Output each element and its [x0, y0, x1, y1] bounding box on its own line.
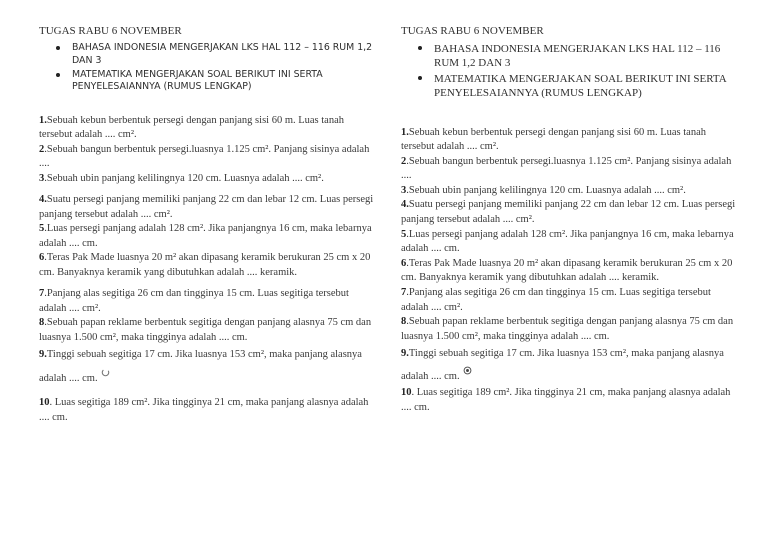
right-page: [401, 24, 736, 416]
question: 1.Sebuah kebun berbentuk persegi dengan panjang sisi 60 m. Luas tanah tersebut adalah .... cm².: [401, 126, 707, 153]
question: 1.Sebuah kebun berbentuk persegi dengan panjang sisi 60 m. Luas tanah tersebut adalah .... cm².: [39, 114, 345, 140]
task-item: MATEMATIKA MENGERJAKAN SOAL BERIKUT INI SERTA PENYELESAIANNYA (RUMUS LENGKAP): [434, 72, 736, 100]
question: 9.Tinggi sebuah segitiga 17 cm. Jika luasnya 153 cm², maka panjang alasnya adalah .... cm.: [39, 349, 362, 384]
question: 4.Suatu persegi panjang memiliki panjang 22 cm dan lebar 12 cm. Luas persegi panjang tersebut adalah .... cm².: [39, 194, 374, 220]
left-page: [39, 24, 374, 425]
question: 5.Luas persegi panjang adalah 128 cm². Jika panjangnya 16 cm, maka lebarnya adalah .... cm.: [39, 223, 372, 249]
loading-spinner-icon: [463, 363, 471, 371]
question: 8.Sebuah papan reklame berbentuk segitiga dengan panjang alasnya 75 cm dan luasnya 1.500 cm², maka tingginya adalah .... cm.: [39, 317, 372, 343]
question: 5.Luas persegi panjang adalah 128 cm². Jika panjangnya 16 cm, maka lebarnya adalah .... cm.: [401, 228, 734, 255]
question: 2.Sebuah bangun berbentuk persegi.luasnya 1.125 cm². Panjang sisinya adalah ....: [401, 155, 732, 182]
question: 4.Suatu persegi panjang memiliki panjang 22 cm dan lebar 12 cm. Luas persegi panjang tersebut adalah .... cm².: [401, 199, 736, 226]
question: 9.Tinggi sebuah segitiga 17 cm. Jika luasnya 153 cm², maka panjang alasnya adalah .... cm.: [401, 348, 724, 383]
question: 6.Teras Pak Made luasnya 20 m² akan dipasang keramik berukuran 25 cm x 20 cm. Banyaknya keramik yang dibutuhkan adalah .... keramik.: [39, 252, 371, 278]
question: 10. Luas segitiga 189 cm². Jika tingginya 21 cm, maka panjang alasnya adalah .... cm.: [401, 387, 731, 413]
task-list: [401, 42, 736, 100]
task-item: BAHASA INDONESIA MENGERJAKAN LKS HAL 112 – 116 RUM 1,2 DAN 3: [72, 42, 373, 66]
question: 7.Panjang alas segitiga 26 cm dan tingginya 15 cm. Luas segitiga tersebut adalah .... cm².: [401, 287, 711, 313]
task-item: BAHASA INDONESIA MENGERJAKAN LKS HAL 112 – 116 RUM 1,2 DAN 3: [434, 42, 736, 70]
page-title: TUGAS RABU 6 NOVEMBER: [39, 25, 182, 37]
question: 8.Sebuah papan reklame berbentuk segitiga dengan panjang alasnya 75 cm dan luasnya 1.500 cm², maka tingginya adalah .... cm.: [401, 316, 734, 342]
task-item: MATEMATIKA MENGERJAKAN SOAL BERIKUT INI SERTA PENYELESAIANNYA (RUMUS LENGKAP): [72, 69, 374, 94]
question: 3.Sebuah ubin panjang kelilingnya 120 cm. Luasnya adalah .... cm².: [39, 172, 324, 184]
question: 7.Panjang alas segitiga 26 cm dan tingginya 15 cm. Luas segitiga tersebut adalah .... cm².: [39, 288, 349, 314]
page-title: TUGAS RABU 6 NOVEMBER: [401, 25, 544, 37]
task-list: [39, 42, 374, 94]
loading-spinner-icon: [101, 365, 109, 373]
question: 3.Sebuah ubin panjang kelilingnya 120 cm. Luasnya adalah .... cm².: [401, 184, 686, 196]
question: 2.Sebuah bangun berbentuk persegi.luasnya 1.125 cm². Panjang sisinya adalah ....: [39, 143, 370, 169]
question: 10. Luas segitiga 189 cm². Jika tingginya 21 cm, maka panjang alasnya adalah .... cm.: [39, 397, 369, 423]
question: 6.Teras Pak Made luasnya 20 m² akan dipasang keramik berukuran 25 cm x 20 cm. Banyaknya keramik yang dibutuhkan adalah .... keramik.: [401, 257, 733, 284]
